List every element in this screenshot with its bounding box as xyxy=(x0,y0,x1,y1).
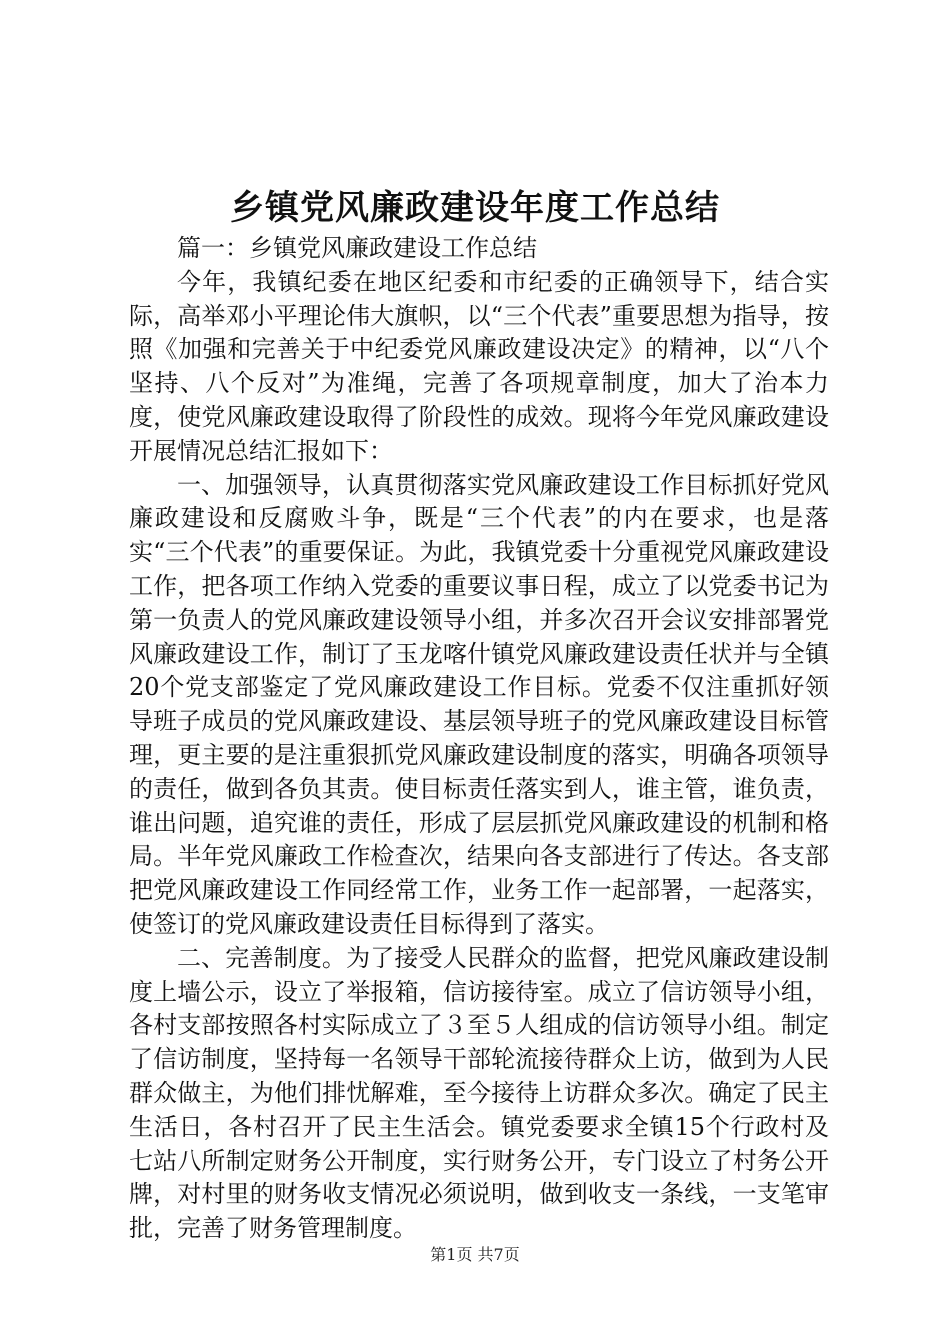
document-body xyxy=(129,232,829,1246)
section-heading: 篇一：乡镇党风廉政建设工作总结 xyxy=(177,234,537,262)
paragraph-leadership: 一、加强领导，认真贯彻落实党风廉政建设工作目标抓好党风廉政建设和反腐败斗争，既是“三个代表”的内在要求，也是落实“三个代表”的重要保证。为此，我镇党委十分重视党风廉政建设工作，把各项工作纳入党委的重要议事日程，成立了以党委书记为第一负责人的党风廉政建设领导小组，并多次召开会议安排部署党风廉政建设工作，制订了玉龙喀什镇党风廉政建设责任状并与全镇20个党支部鉴定了党风廉政建设工作目标。党委不仅注重抓好领导班子成员的党风廉政建设、基层领导班子的党风廉政建设目标管理，更主要的是注重狠抓党风廉政建设制度的落实，明确各项领导的责任，做到各负其责。使目标责任落实到人，谁主管，谁负责，谁出问题，追究谁的责任，形成了层层抓党风廉政建设的机制和格局。半年党风廉政工作检查次，结果向各支部进行了传达。各支部把党风廉政建设工作同经常工作，业务工作一起部署，一起落实，使签订的党风廉政建设责任目标得到了落实。 xyxy=(129,470,829,938)
paragraph-system: 二、完善制度。为了接受人民群众的监督，把党风廉政建设制度上墙公示，设立了举报箱，信访接待室。成立了信访领导小组，各村支部按照各村实际成立了３至５人组成的信访领导小组。制定了信访制度，坚持每一名领导干部轮流接待群众上访，做到为人民群众做主，为他们排忧解难，至今接待上访群众多次。确定了民主生活日，各村召开了民主生活会。镇党委要求全镇15个行政村及七站八所制定财务公开制度，实行财务公开，专门设立了村务公开牌，对村里的财务收支情况必须说明，做到收支一条线，一支笔审批，完善了财务管理制度。 xyxy=(129,943,829,1243)
document-title: 乡镇党风廉政建设年度工作总结 xyxy=(230,188,720,228)
page-footer: 第1页 共7页 xyxy=(430,1245,520,1264)
paragraph-intro: 今年，我镇纪委在地区纪委和市纪委的正确领导下，结合实际，高举邓小平理论伟大旗帜，以“三个代表”重要思想为指导，按照《加强和完善关于中纪委党风廉政建设决定》的精神，以“八个坚持、八个反对”为准绳，完善了各项规章制度，加大了治本力度，使党风廉政建设取得了阶段性的成效。现将今年党风廉政建设开展情况总结汇报如下： xyxy=(129,267,829,465)
